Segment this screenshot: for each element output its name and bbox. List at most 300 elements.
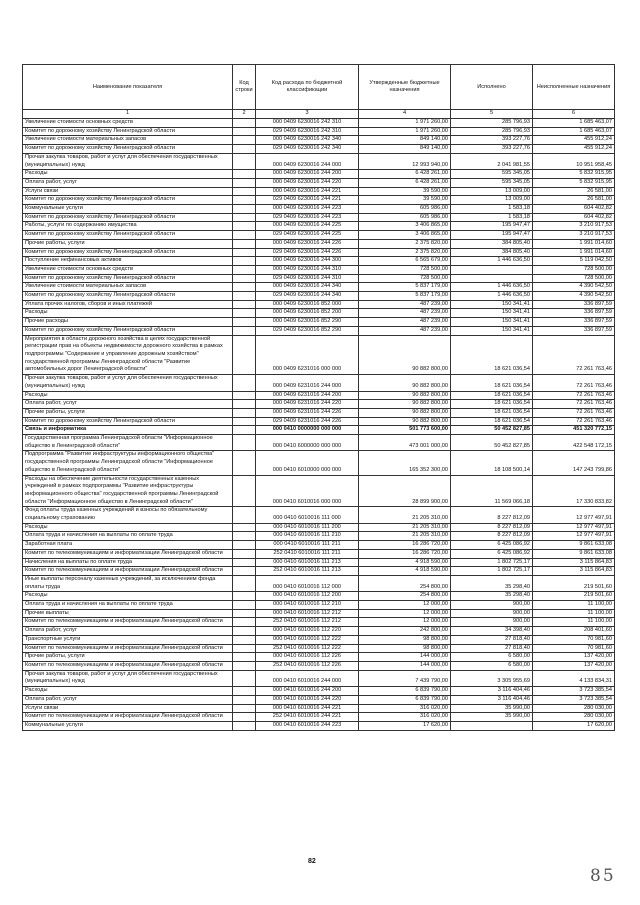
handwritten-page-number: 85 [590,866,616,886]
row-unexecuted: 3 115 864,83 [533,567,615,576]
row-line-code [233,475,256,507]
row-approved: 2 375 820,00 [359,248,451,257]
row-unexecuted: 219 501,60 [533,592,615,601]
row-executed: 900,00 [451,609,533,618]
row-approved: 144 000,00 [359,653,451,662]
row-executed: 384 805,40 [451,248,533,257]
row-budget-code: 000 0410 6010016 244 000 [256,670,359,686]
row-line-code [233,196,256,205]
row-approved: 501 773 600,00 [359,426,451,435]
table-row [23,274,615,283]
row-line-code [233,592,256,601]
row-budget-code: 252 0410 6010016 111 213 [256,567,359,576]
row-name: Комитет по дорожному хозяйству Ленинградской области [23,231,233,240]
row-unexecuted: 12 977 497,91 [533,507,615,523]
row-executed: 900,00 [451,618,533,627]
table-row [23,541,615,550]
row-approved: 90 882 800,00 [359,335,451,375]
row-unexecuted: 137 420,00 [533,662,615,671]
table-row [23,618,615,627]
row-approved: 16 286 720,00 [359,549,451,558]
row-unexecuted: 3 210 917,53 [533,231,615,240]
row-line-code [233,601,256,610]
row-line-code [233,170,256,179]
row-unexecuted: 137 420,00 [533,653,615,662]
row-executed: 35 990,00 [451,713,533,722]
row-name: Прочие расходы [23,318,233,327]
row-budget-code: 000 0409 6230016 244 310 [256,265,359,274]
row-executed: 35 298,40 [451,592,533,601]
row-budget-code: 000 0410 6010016 112 200 [256,592,359,601]
row-line-code [233,618,256,627]
row-name: Комитет по телекоммуникациям и информатизации Ленинградской области [23,567,233,576]
row-line-code [233,507,256,523]
header-executed: Исполнено [451,65,533,110]
table-row [23,426,615,435]
row-name: Комитет по дорожному хозяйству Ленинградской области [23,127,233,136]
row-line-code [233,119,256,128]
table-row [23,670,615,686]
row-name: Уплата прочих налогов, сборов и иных платежей [23,300,233,309]
row-name: Прочие работы, услуги [23,408,233,417]
table-row [23,283,615,292]
row-line-code [233,670,256,686]
row-name: Оплата работ, услуг [23,178,233,187]
table-row [23,231,615,240]
table-row [23,575,615,591]
table-row [23,408,615,417]
row-executed: 3 116 404,46 [451,687,533,696]
table-row [23,695,615,704]
row-line-code [233,532,256,541]
row-approved: 605 986,00 [359,205,451,214]
row-unexecuted: 12 977 497,91 [533,532,615,541]
table-row [23,507,615,523]
row-line-code [233,400,256,409]
row-budget-code: 000 0410 6010016 111 213 [256,558,359,567]
row-name: Увеличение стоимости основных средств [23,119,233,128]
row-unexecuted: 70 981,60 [533,644,615,653]
table-row [23,549,615,558]
column-number: 4 [359,110,451,119]
row-line-code [233,635,256,644]
row-approved: 39 590,00 [359,196,451,205]
table-row [23,644,615,653]
row-executed: 1 583,18 [451,205,533,214]
row-approved: 17 620,00 [359,721,451,730]
row-unexecuted: 1 991 014,60 [533,239,615,248]
row-line-code [233,687,256,696]
row-budget-code: 000 0410 6010016 000 000 [256,475,359,507]
row-approved: 3 406 865,00 [359,231,451,240]
row-executed: 18 621 036,54 [451,408,533,417]
row-line-code [233,300,256,309]
row-name: Начисления на выплаты по оплате труда [23,558,233,567]
row-executed: 35 298,40 [451,575,533,591]
table-row [23,257,615,266]
row-budget-code: 000 0409 6230016 244 223 [256,205,359,214]
row-name: Государственная программа Ленинградской области "Информационное общество в Ленинградской области" [23,435,233,451]
table-row [23,318,615,327]
row-name: Оплата труда и начисления на выплаты по оплате труда [23,601,233,610]
row-line-code [233,153,256,169]
row-executed: 35 990,00 [451,704,533,713]
row-approved: 12 000,00 [359,601,451,610]
row-name: Транспортные услуги [23,635,233,644]
row-approved: 90 882 800,00 [359,417,451,426]
row-approved: 1 971 260,00 [359,127,451,136]
table-row [23,627,615,636]
row-budget-code: 000 0409 6230016 244 220 [256,178,359,187]
row-approved: 6 839 790,00 [359,695,451,704]
row-line-code [233,257,256,266]
row-executed: 1 446 636,50 [451,257,533,266]
row-name: Расходы [23,170,233,179]
row-unexecuted: 4 133 834,31 [533,670,615,686]
table-row [23,662,615,671]
row-unexecuted: 455 912,24 [533,145,615,154]
row-budget-code: 252 0410 6010016 112 222 [256,644,359,653]
row-name: Увеличение стоимости материальных запасов [23,283,233,292]
row-unexecuted: 604 402,82 [533,213,615,222]
table-row [23,300,615,309]
row-unexecuted: 4 390 542,50 [533,283,615,292]
row-name: Фонд оплаты труда казенных учреждений и взносы по обязательному социальному страхованию [23,507,233,523]
row-name: Мероприятия в области дорожного хозяйства в целях государственной регистрации прав на объекты недвижимости дорожного хозяйства в рамках подпрограммы "Содержание и управление дорожным хозяйством" государственной программы Ленинградской области "Развитие автомобильных дорог Ленинградской области" [23,335,233,375]
row-executed: 13 009,00 [451,196,533,205]
row-budget-code: 029 0409 6230016 244 340 [256,292,359,301]
row-budget-code: 000 0410 6010016 112 212 [256,609,359,618]
table-row [23,153,615,169]
row-approved: 12 000,00 [359,609,451,618]
row-budget-code: 000 0410 6010016 244 200 [256,687,359,696]
row-executed: 18 621 036,54 [451,400,533,409]
row-unexecuted: 422 548 172,15 [533,435,615,451]
row-executed: 595 345,05 [451,170,533,179]
table-row [23,170,615,179]
row-approved: 28 899 900,00 [359,475,451,507]
row-approved: 5 837 179,00 [359,283,451,292]
row-name: Оплата работ, услуг [23,400,233,409]
row-name: Прочая закупка товаров, работ и услуг для обеспечения государственных (муниципальных) нужд [23,153,233,169]
row-line-code [233,335,256,375]
row-budget-code: 000 0409 6230016 242 340 [256,136,359,145]
row-line-code [233,609,256,618]
row-line-code [233,721,256,730]
row-approved: 21 205 310,00 [359,532,451,541]
table-row [23,145,615,154]
row-approved: 473 001 000,00 [359,435,451,451]
row-unexecuted: 72 261 763,46 [533,400,615,409]
row-name: Прочие работы, услуги [23,653,233,662]
row-approved: 4 918 590,00 [359,558,451,567]
row-budget-code: 000 0409 6230016 244 225 [256,222,359,231]
row-unexecuted: 17 620,00 [533,721,615,730]
table-row [23,178,615,187]
table-row [23,222,615,231]
row-line-code [233,653,256,662]
row-executed: 50 452 827,85 [451,426,533,435]
row-line-code [233,695,256,704]
row-unexecuted: 26 581,00 [533,196,615,205]
row-executed: 50 452 827,85 [451,435,533,451]
row-approved: 1 971 260,00 [359,119,451,128]
row-approved: 487 239,00 [359,309,451,318]
row-line-code [233,145,256,154]
column-number: 5 [451,110,533,119]
row-executed: 1 802 725,17 [451,558,533,567]
row-executed: 1 583,18 [451,213,533,222]
header-line-code: Код строки [233,65,256,110]
table-row [23,127,615,136]
row-name: Комитет по телекоммуникациям и информатизации Ленинградской области [23,662,233,671]
table-row [23,213,615,222]
row-executed: 18 108 500,14 [451,451,533,475]
row-approved: 2 375 820,00 [359,239,451,248]
table-row [23,119,615,128]
row-approved: 98 800,00 [359,635,451,644]
row-executed: 285 796,93 [451,119,533,128]
row-budget-code: 000 0409 6230016 244 340 [256,283,359,292]
row-budget-code: 000 0409 6231016 244 200 [256,391,359,400]
row-budget-code: 000 0409 6231016 244 226 [256,408,359,417]
table-row [23,417,615,426]
row-name: Увеличение стоимости основных средств [23,265,233,274]
row-unexecuted: 1 685 463,07 [533,127,615,136]
row-budget-code: 000 0410 6010016 244 220 [256,695,359,704]
row-executed: 18 621 036,54 [451,391,533,400]
row-line-code [233,426,256,435]
row-approved: 487 239,00 [359,326,451,335]
row-executed: 18 621 036,54 [451,335,533,375]
row-line-code [233,451,256,475]
row-line-code [233,662,256,671]
row-budget-code: 029 0409 6230016 244 225 [256,231,359,240]
row-line-code [233,318,256,327]
row-executed: 900,00 [451,601,533,610]
row-approved: 7 439 790,00 [359,670,451,686]
row-name: Расходы на обеспечение деятельности государственных казенных учреждений в рамках подпрограммы "Развитие инфраструктуры информационного общества" государственной программы Ленинградской области "Информационное общество в Ленинградской области" [23,475,233,507]
row-executed: 595 345,05 [451,178,533,187]
row-executed: 6 580,00 [451,662,533,671]
row-name: Оплата труда и начисления на выплаты по оплате труда [23,532,233,541]
row-line-code [233,704,256,713]
header-budget-code: Код расхода по бюджетной классификации [256,65,359,110]
row-budget-code: 000 0409 6230016 244 000 [256,153,359,169]
row-unexecuted: 26 581,00 [533,187,615,196]
budget-execution-table [22,64,615,731]
row-line-code [233,265,256,274]
column-number: 6 [533,110,615,119]
table-row [23,475,615,507]
row-line-code [233,239,256,248]
table-row [23,567,615,576]
row-approved: 605 986,00 [359,213,451,222]
row-approved: 316 020,00 [359,704,451,713]
row-approved: 728 500,00 [359,274,451,283]
row-line-code [233,127,256,136]
row-line-code [233,231,256,240]
row-budget-code: 000 0409 6230016 244 300 [256,257,359,266]
row-budget-code: 029 0409 6230016 242 310 [256,127,359,136]
row-executed: 11 569 066,18 [451,475,533,507]
row-budget-code: 029 0409 6230016 852 290 [256,326,359,335]
row-unexecuted: 4 390 542,50 [533,292,615,301]
row-budget-code: 000 0409 6230016 244 226 [256,239,359,248]
row-executed: 8 227 812,09 [451,523,533,532]
row-approved: 849 140,00 [359,145,451,154]
header-indicator-name: Наименование показателя [23,65,233,110]
row-name: Комитет по дорожному хозяйству Ленинградской области [23,196,233,205]
row-unexecuted: 17 330 833,82 [533,475,615,507]
row-unexecuted: 72 261 763,46 [533,375,615,391]
table-row [23,592,615,601]
row-executed: 8 227 812,09 [451,532,533,541]
row-name: Комитет по телекоммуникациям и информатизации Ленинградской области [23,644,233,653]
row-executed: 150 341,41 [451,326,533,335]
row-executed: 8 227 812,09 [451,507,533,523]
row-line-code [233,205,256,214]
row-line-code [233,408,256,417]
table-row [23,335,615,375]
row-name: Комитет по телекоммуникациям и информатизации Ленинградской области [23,713,233,722]
row-budget-code: 252 0410 6010016 112 226 [256,662,359,671]
row-line-code [233,326,256,335]
row-approved: 728 500,00 [359,265,451,274]
row-budget-code: 000 0410 6010016 112 222 [256,635,359,644]
table-row [23,375,615,391]
row-name: Связь и информатика [23,426,233,435]
row-budget-code: 000 0410 6010016 112 000 [256,575,359,591]
row-unexecuted: 280 030,00 [533,713,615,722]
row-line-code [233,213,256,222]
row-name: Расходы [23,391,233,400]
table-body [23,119,615,731]
row-executed: 6 425 086,92 [451,549,533,558]
row-executed [451,274,533,283]
row-line-code [233,136,256,145]
row-line-code [233,567,256,576]
table-row [23,248,615,257]
row-approved: 165 352 300,00 [359,451,451,475]
row-approved: 487 239,00 [359,318,451,327]
row-unexecuted: 336 897,59 [533,309,615,318]
row-executed: 3 116 404,46 [451,695,533,704]
row-unexecuted: 208 401,60 [533,627,615,636]
row-unexecuted: 280 030,00 [533,704,615,713]
row-unexecuted: 5 119 042,50 [533,257,615,266]
row-line-code [233,523,256,532]
row-approved: 90 882 800,00 [359,375,451,391]
row-budget-code: 252 0410 6010016 111 211 [256,549,359,558]
row-unexecuted: 11 100,00 [533,609,615,618]
row-name: Комитет по дорожному хозяйству Ленинградской области [23,274,233,283]
row-name: Комитет по дорожному хозяйству Ленинградской области [23,326,233,335]
row-line-code [233,222,256,231]
column-number: 2 [233,110,256,119]
row-budget-code: 000 0410 6010016 111 000 [256,507,359,523]
row-executed: 195 947,47 [451,222,533,231]
row-unexecuted: 336 897,59 [533,318,615,327]
row-budget-code: 000 0409 6231016 244 220 [256,400,359,409]
table-row [23,687,615,696]
row-budget-code: 000 0409 6230016 852 200 [256,309,359,318]
table-row [23,451,615,475]
row-name: Комитет по дорожному хозяйству Ленинградской области [23,292,233,301]
row-executed: 1 802 725,17 [451,567,533,576]
row-unexecuted: 1 991 014,60 [533,248,615,257]
row-name: Оплата работ, услуг [23,695,233,704]
row-executed: 195 947,47 [451,231,533,240]
column-number: 1 [23,110,233,119]
row-approved: 4 918 590,00 [359,567,451,576]
row-unexecuted: 70 981,60 [533,635,615,644]
row-unexecuted: 9 861 633,08 [533,549,615,558]
table-row [23,653,615,662]
row-name: Расходы [23,592,233,601]
row-approved: 90 882 800,00 [359,408,451,417]
row-name: Оплата работ, услуг [23,627,233,636]
row-name: Прочая закупка товаров, работ и услуг для обеспечения государственных (муниципальных) нужд [23,375,233,391]
row-budget-code: 000 0410 6010016 112 210 [256,601,359,610]
row-unexecuted: 3 723 385,54 [533,687,615,696]
table-row [23,601,615,610]
table-row [23,558,615,567]
row-budget-code: 029 0409 6231016 244 226 [256,417,359,426]
row-executed: 1 446 636,50 [451,283,533,292]
row-approved: 16 286 720,00 [359,541,451,550]
row-line-code [233,391,256,400]
table-row [23,713,615,722]
row-approved: 6 565 679,00 [359,257,451,266]
page-number: 82 [308,858,316,865]
row-executed [451,721,533,730]
row-budget-code: 000 0410 6010000 000 000 [256,451,359,475]
table-row [23,400,615,409]
row-name: Расходы [23,309,233,318]
row-budget-code: 029 0409 6230016 244 223 [256,213,359,222]
row-budget-code: 000 0410 0000000 000 000 [256,426,359,435]
row-name: Услуги связи [23,187,233,196]
row-approved: 5 837 179,00 [359,292,451,301]
row-unexecuted: 11 100,00 [533,618,615,627]
row-name: Расходы [23,523,233,532]
row-approved: 12 000,00 [359,618,451,627]
row-line-code [233,435,256,451]
row-line-code [233,283,256,292]
row-name: Услуги связи [23,704,233,713]
row-approved: 849 140,00 [359,136,451,145]
row-name: Подпрограмма "Развитие инфраструктуры информационного общества" государственной программы Ленинградской области "Информационное общество в Ленинградской области" [23,451,233,475]
table-row [23,635,615,644]
table-row [23,326,615,335]
row-name: Расходы [23,687,233,696]
row-name: Увеличение стоимости материальных запасов [23,136,233,145]
row-budget-code: 000 0409 6230016 244 200 [256,170,359,179]
row-approved: 90 882 800,00 [359,391,451,400]
row-unexecuted: 5 832 915,95 [533,178,615,187]
row-unexecuted: 9 861 633,08 [533,541,615,550]
row-approved: 90 882 800,00 [359,400,451,409]
table-row [23,205,615,214]
budget-report-sheet [22,64,614,731]
row-line-code [233,541,256,550]
row-budget-code: 000 0409 6230016 242 310 [256,119,359,128]
table-row [23,721,615,730]
row-name: Комитет по телекоммуникациям и информатизации Ленинградской области [23,549,233,558]
row-line-code [233,309,256,318]
row-line-code [233,558,256,567]
